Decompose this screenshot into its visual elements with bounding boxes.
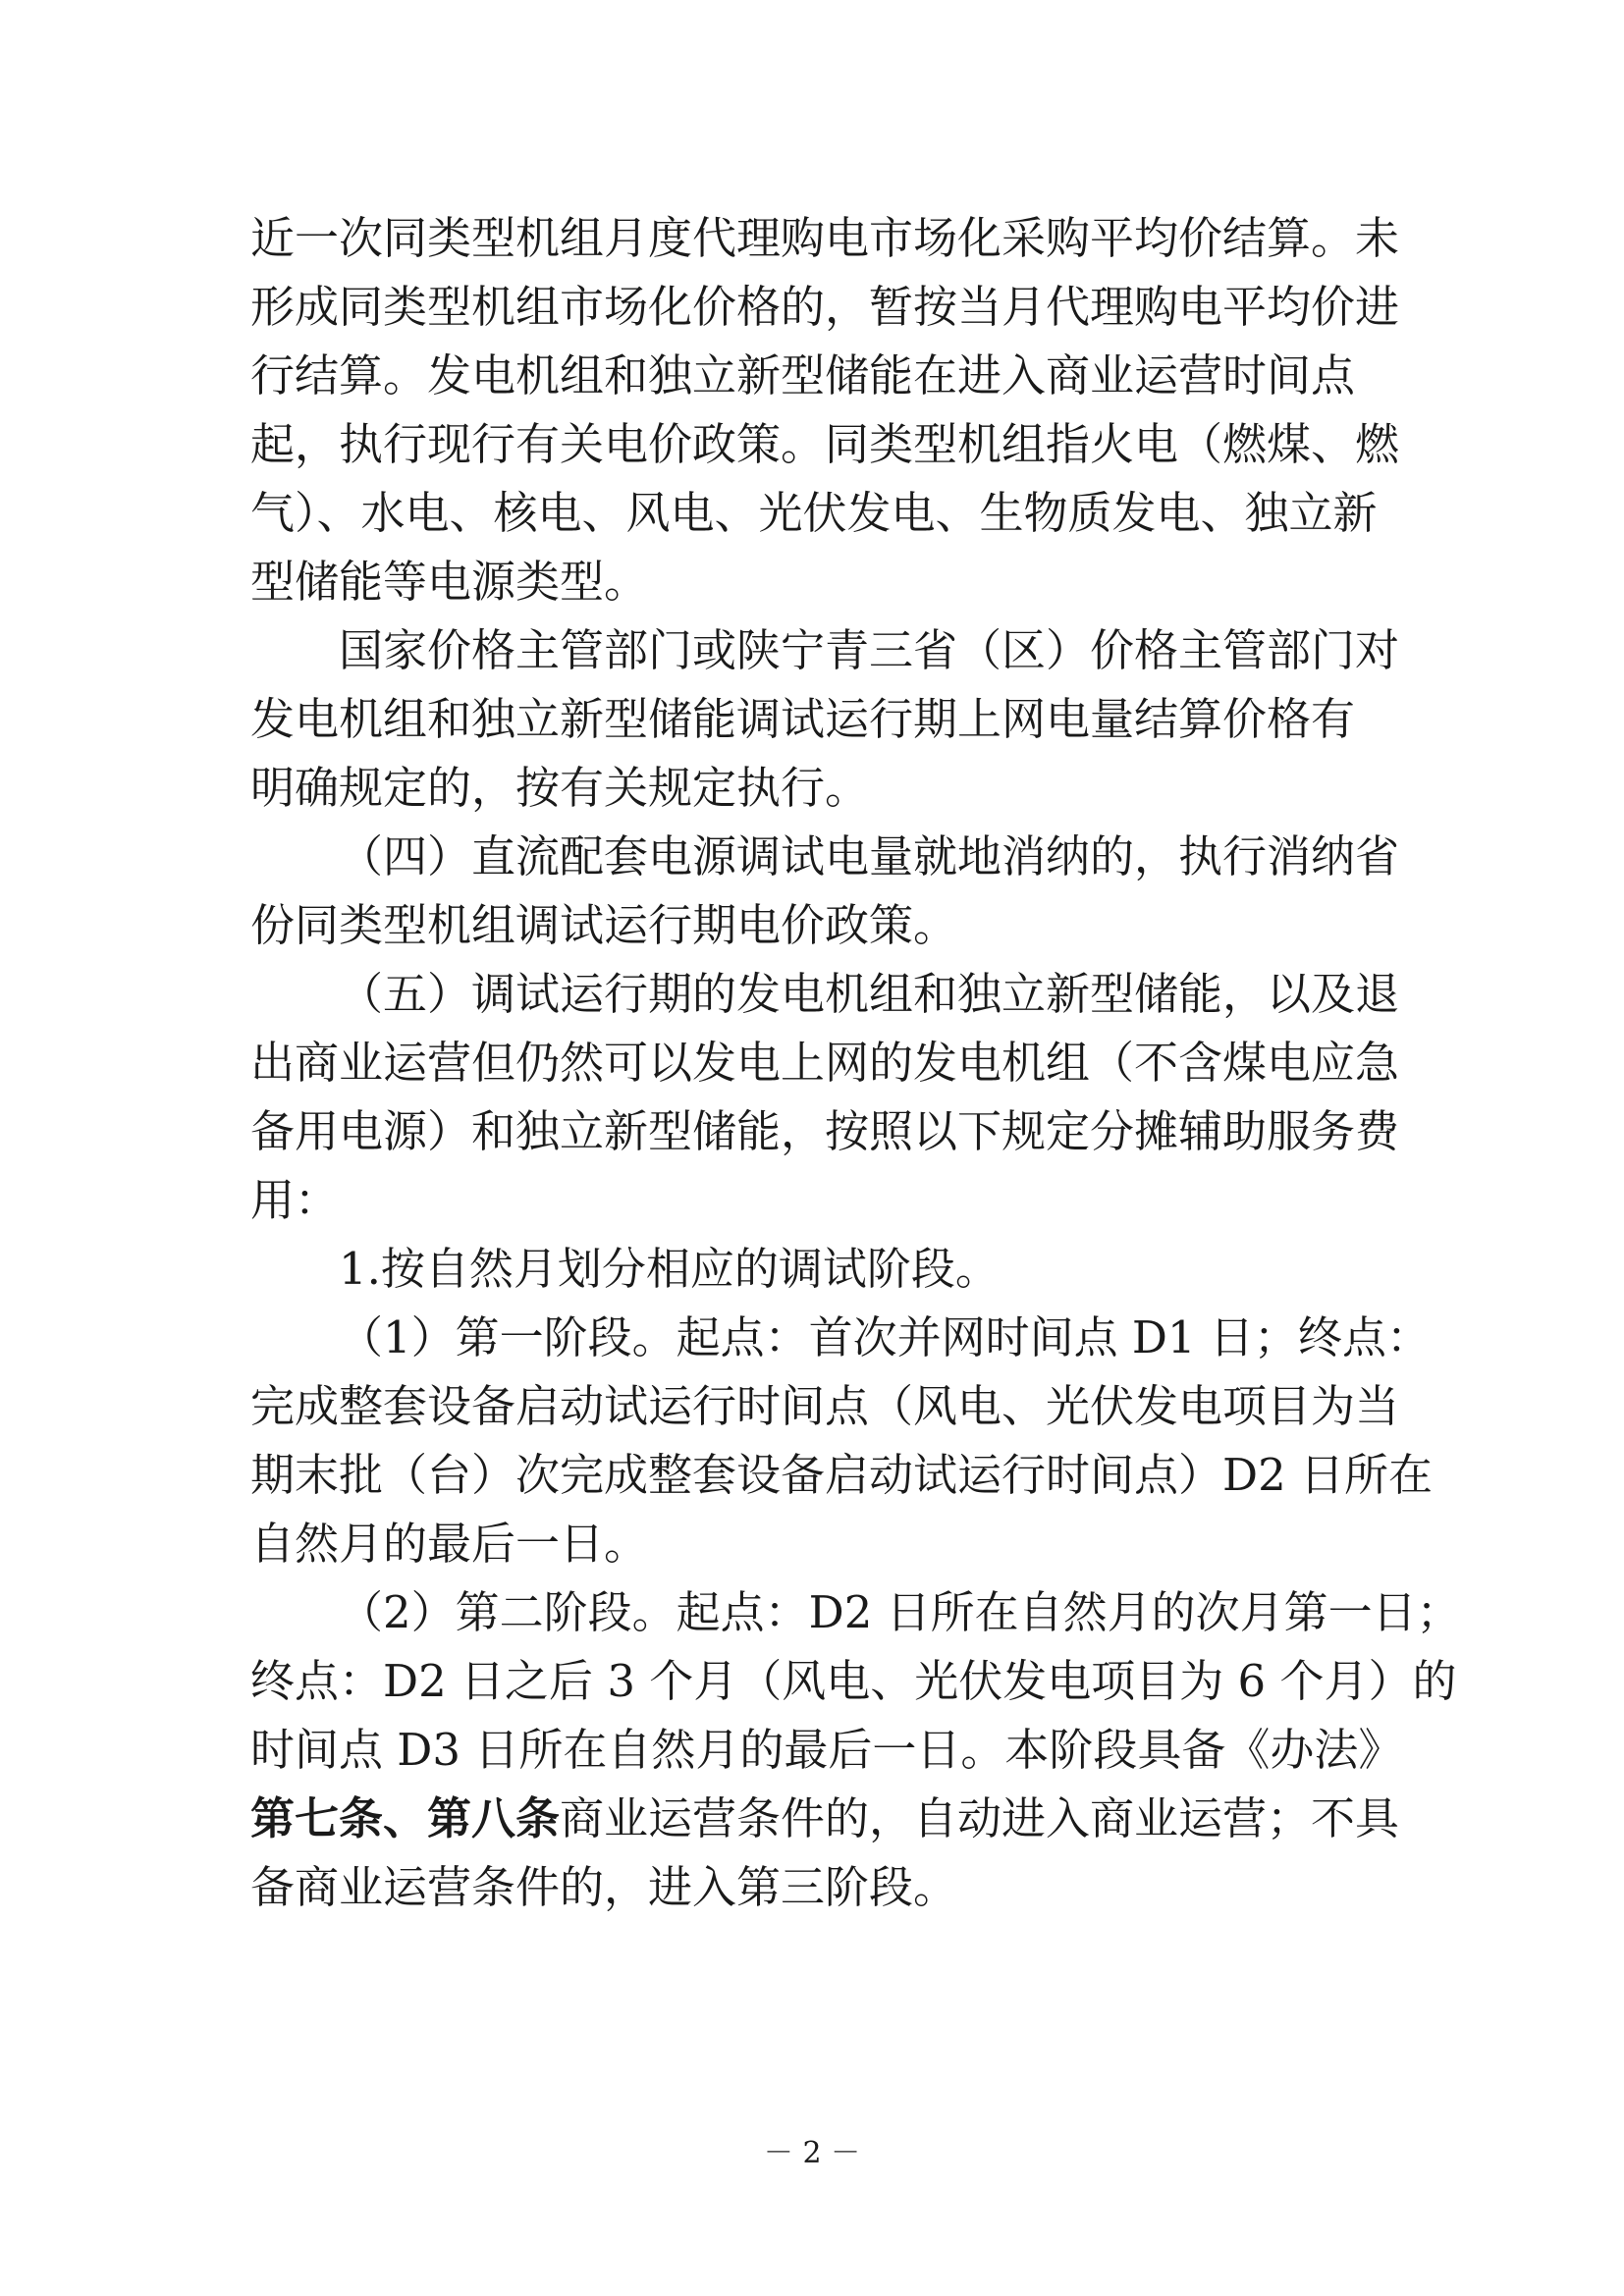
text-line: 起，执行现行有关电价政策。同类型机组指火电（燃煤、燃 — [250, 418, 1400, 470]
text-line: 行结算。发电机组和独立新型储能在进入商业运营时间点 — [250, 349, 1356, 401]
text-line-remainder: 商业运营条件的，自动进入商业运营；不具 — [560, 1792, 1400, 1844]
text-line: 自然月的最后一日。 — [250, 1518, 649, 1570]
text-line: 近一次同类型机组月度代理购电市场化采购平均价结算。未 — [250, 212, 1400, 264]
text-line-with-bold — [250, 1785, 1399, 1853]
section-five-heading-line: （五）调试运行期的发电机组和独立新型储能，以及退 — [339, 968, 1400, 1020]
section-four-heading-line: （四）直流配套电源调试电量就地消纳的，执行消纳省 — [339, 830, 1400, 882]
bold-article-reference: 第七条、第八条 — [250, 1792, 561, 1844]
text-line: 份同类型机组调试运行期电价政策。 — [250, 899, 958, 951]
page-number: － 2 － — [763, 2136, 861, 2170]
text-line: 发电机组和独立新型储能调试运行期上网电量结算价格有 — [250, 693, 1356, 745]
item-one-line: 1.按自然月划分相应的调试阶段。 — [339, 1243, 1000, 1295]
text-line: 明确规定的，按有关规定执行。 — [250, 762, 870, 814]
text-line: 气）、水电、核电、风电、光伏发电、生物质发电、独立新 — [250, 487, 1378, 539]
text-line: 备商业运营条件的，进入第三阶段。 — [250, 1861, 958, 1913]
text-line: 备用电源）和独立新型储能，按照以下规定分摊辅助服务费 — [250, 1105, 1400, 1157]
text-line: 完成整套设备启动试运行时间点（风电、光伏发电项目为当 — [250, 1380, 1400, 1432]
text-line: 出商业运营但仍然可以发电上网的发电机组（不含煤电应急 — [250, 1037, 1400, 1089]
text-line: 用： — [250, 1174, 340, 1226]
text-line: 期末批（台）次完成整套设备启动试运行时间点）D2 日所在 — [250, 1449, 1434, 1501]
text-line: 终点：D2 日之后 3 个月（风电、光伏发电项目为 6 个月）的 — [250, 1655, 1457, 1707]
text-line: 时间点 D3 日所在自然月的最后一日。本阶段具备《办法》 — [250, 1724, 1403, 1776]
paragraph-start-line: 国家价格主管部门或陕宁青三省（区）价格主管部门对 — [339, 624, 1400, 676]
text-line: 形成同类型机组市场化价格的，暂按当月代理购电平均价进 — [250, 281, 1400, 333]
text-line: 型储能等电源类型。 — [250, 556, 649, 608]
stage-two-line: （2）第二阶段。起点：D2 日所在自然月的次月第一日； — [339, 1586, 1461, 1638]
stage-one-line: （1）第一阶段。起点：首次并网时间点 D1 日；终点： — [339, 1311, 1431, 1363]
